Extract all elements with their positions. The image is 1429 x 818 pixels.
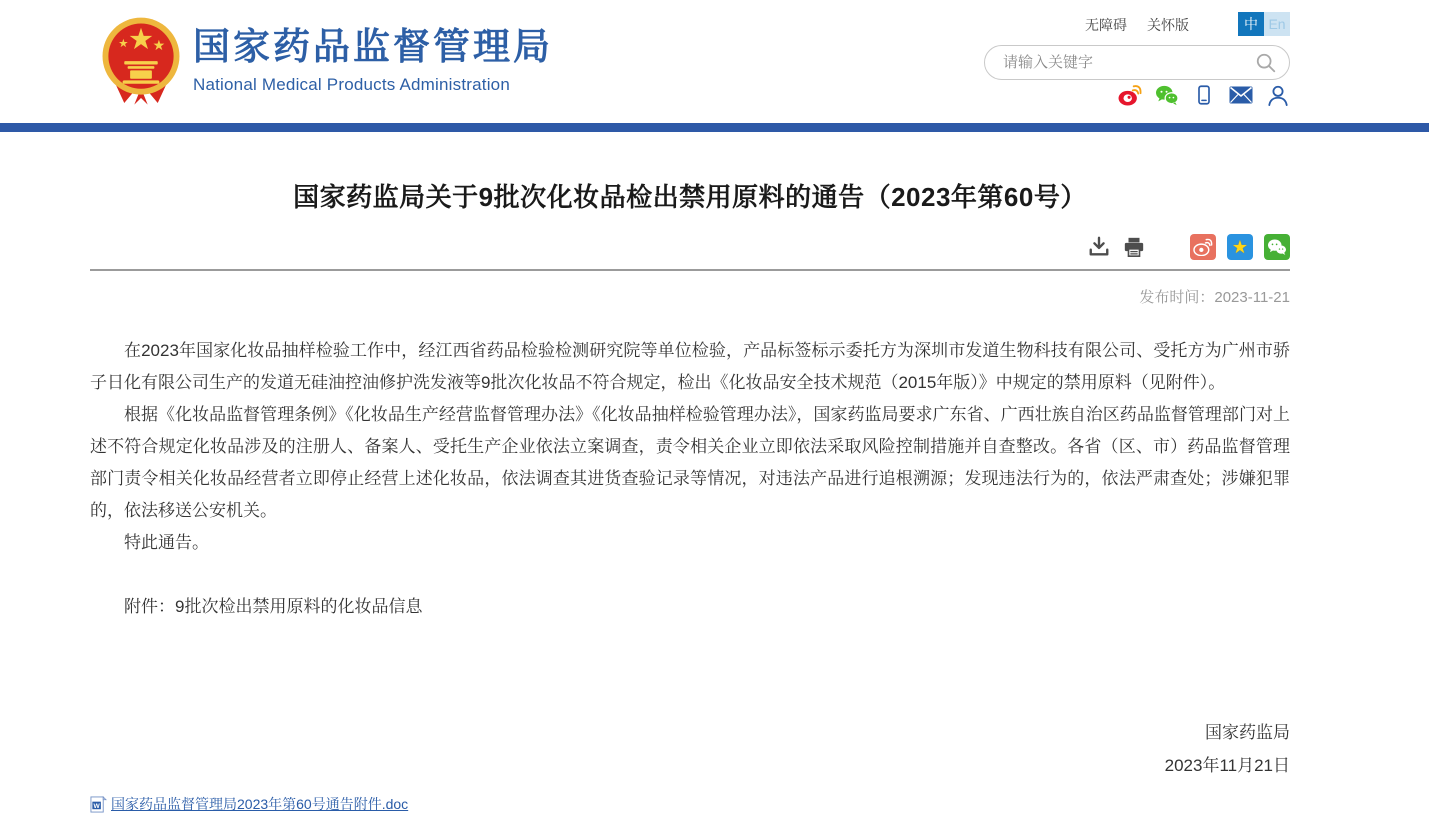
email-icon[interactable] [1229, 84, 1253, 106]
lang-en-button[interactable]: En [1264, 12, 1290, 36]
attachment-file-row [90, 794, 1290, 814]
search-input[interactable] [1001, 53, 1255, 72]
language-switch [1238, 12, 1290, 36]
site-title: 国家药品监督管理局 [193, 26, 553, 67]
user-icon[interactable] [1266, 84, 1290, 106]
site-header [0, 0, 1429, 123]
print-icon[interactable] [1122, 236, 1146, 258]
wechat-icon[interactable] [1155, 84, 1179, 106]
signature-agency: 国家药监局 [1205, 723, 1290, 742]
share-weibo-icon[interactable] [1190, 234, 1216, 260]
paragraph-2: 根据《化妆品监督管理条例》《化妆品生产经营监督管理办法》《化妆品抽样检验管理办法》，国家药监局要求广东省、广西壮族自治区药品监督管理部门对上述不符合规定化妆品涉及的注册人、备案人、受托生产企业依法立案调查，责令相关企业立即依法采取风险控制措施并自查整改。各省（区、市）药品监督管理部门责令相关化妆品经营者立即停止经营上述化妆品，依法调查其进货查验记录等情况，对违法产品进行追根溯源；发现违法行为的，依法严肃查处；涉嫌犯罪的，依法移送公安机关。 [90, 405, 1290, 520]
article-body [90, 335, 1290, 559]
signature-block [90, 716, 1290, 782]
share-wechat-icon[interactable] [1264, 234, 1290, 260]
paragraph-3: 特此通告。 [124, 533, 209, 552]
weibo-icon[interactable] [1118, 84, 1142, 106]
national-emblem-logo [99, 16, 183, 108]
header-divider-bar [0, 123, 1429, 132]
paragraph-1: 在2023年国家化妆品抽样检验工作中，经江西省药品检验检测研究院等单位检验，产品标签标示委托方为深圳市发道生物科技有限公司、受托方为广州市骄子日化有限公司生产的发道无硅油控油修护洗发液等9批次化妆品不符合规定，检出《化妆品安全技术规范（2015年版）》中规定的禁用原料（见附件）。 [90, 341, 1290, 392]
publish-date: 发布时间：2023-11-21 [1139, 289, 1290, 306]
qzone-star-glyph: ★ [1231, 236, 1249, 257]
attachment-file-link[interactable]: 国家药品监督管理局2023年第60号通告附件.doc [111, 796, 409, 812]
lang-zh-button[interactable]: 中 [1238, 12, 1264, 36]
mobile-icon[interactable] [1192, 84, 1216, 106]
share-qzone-icon[interactable] [1227, 234, 1253, 260]
search-bar [984, 45, 1290, 80]
search-icon[interactable] [1255, 52, 1277, 74]
brand-block [193, 27, 553, 95]
social-links [1118, 84, 1290, 106]
download-icon[interactable] [1087, 236, 1111, 258]
national-emblem-icon [99, 16, 183, 108]
word-doc-icon [90, 796, 107, 813]
article-container [90, 177, 1290, 814]
site-subtitle: National Medical Products Administration [193, 74, 510, 94]
article-toolbar [90, 234, 1290, 271]
signature-date: 2023年11月21日 [1164, 756, 1290, 775]
attachment-note: 附件：9批次检出禁用原料的化妆品信息 [124, 597, 423, 616]
care-mode-link[interactable]: 关怀版 [1147, 17, 1189, 33]
svg-text:W: W [93, 802, 100, 810]
accessibility-link[interactable]: 无障碍 [1085, 17, 1127, 33]
utility-links [1085, 15, 1189, 35]
page-title: 国家药监局关于9批次化妆品检出禁用原料的通告（2023年第60号） [293, 182, 1087, 212]
